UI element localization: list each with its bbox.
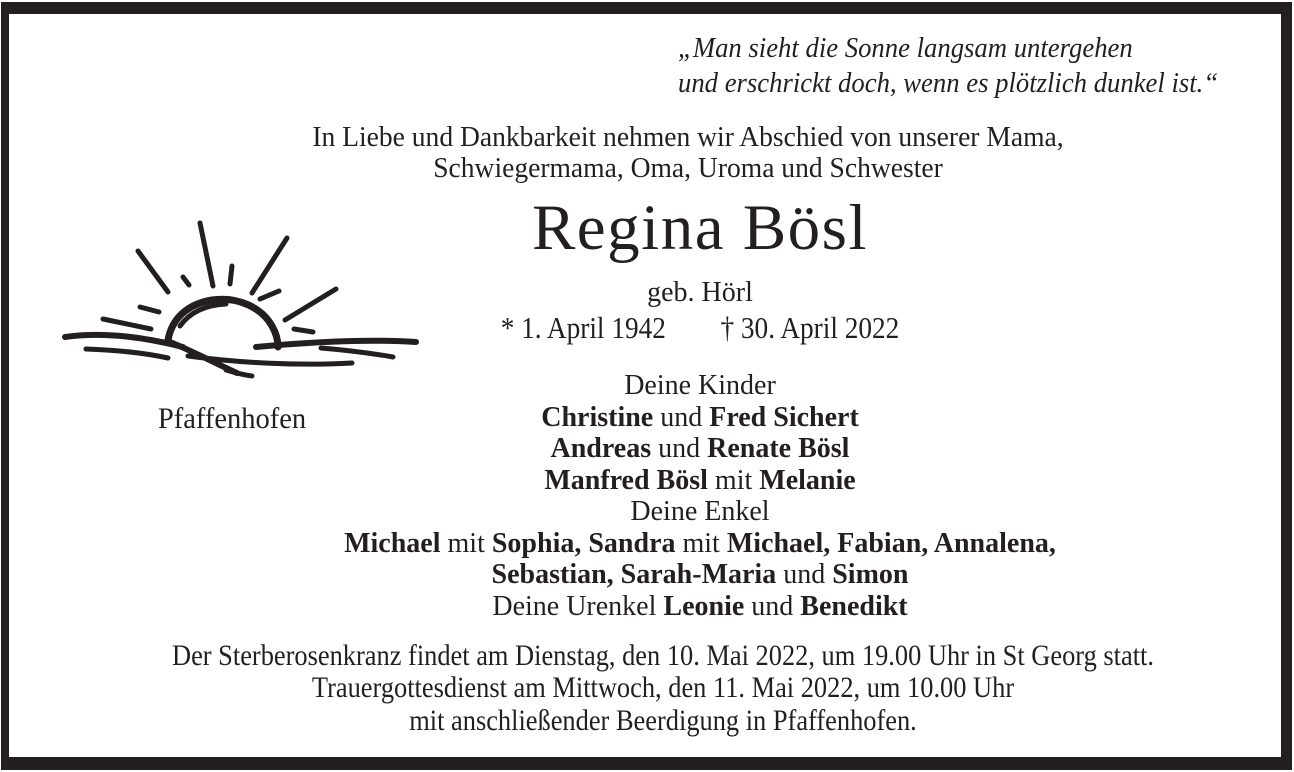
place-label: Pfaffenhofen (157, 402, 307, 435)
grandchildren-row-2: Sebastian, Sarah-Maria und Simon (491, 559, 909, 590)
children-row: Christine und Fred Sichert (541, 401, 859, 433)
grandchildren-label: Deine Enkel (630, 496, 770, 527)
opening-quote (678, 31, 1218, 101)
children-row: Andreas und Renate Bösl (550, 433, 850, 464)
family-list (120, 370, 1280, 622)
intro-line-1: In Liebe und Dankbarkeit nehmen wir Abschied von unserer Mama, (312, 121, 1064, 153)
service-line-3: mit anschließender Beerdigung in Pfaffenhofen. (409, 703, 917, 737)
birth-date: * 1. April 1942 (500, 310, 666, 345)
children-row: Manfred Bösl mit Melanie (544, 464, 856, 496)
grandchildren-row-1: Michael mit Sophia, Sandra mit Michael, Fabian, Annalena, (344, 527, 1056, 559)
children-label: Deine Kinder (624, 370, 776, 401)
deceased-name: Regina Bösl (531, 192, 869, 264)
maiden-name: geb. Hörl (647, 277, 753, 308)
life-dates (120, 311, 1280, 345)
death-date: † 30. April 2022 (720, 310, 900, 345)
service-line-2: Trauergottesdienst am Mittwoch, den 11. Mai 2022, um 10.00 Uhr (311, 671, 1015, 705)
intro-line-2: Schwiegermama, Oma, Uroma und Schwester (433, 152, 943, 184)
service-line-1: Der Sterberosenkranz findet am Dienstag, den 10. Mai 2022, um 19.00 Uhr in St Georg statt. (172, 639, 1154, 672)
great-grandchildren-row: Deine Urenkel Leonie und Benedikt (492, 590, 908, 622)
service-info (53, 640, 1273, 737)
quote-line-1: „Man sieht die Sonne langsam untergehen (678, 32, 1133, 64)
farewell-intro (118, 122, 1258, 184)
quote-line-2: und erschrickt doch, wenn es plötzlich dunkel ist.“ (678, 67, 1219, 99)
